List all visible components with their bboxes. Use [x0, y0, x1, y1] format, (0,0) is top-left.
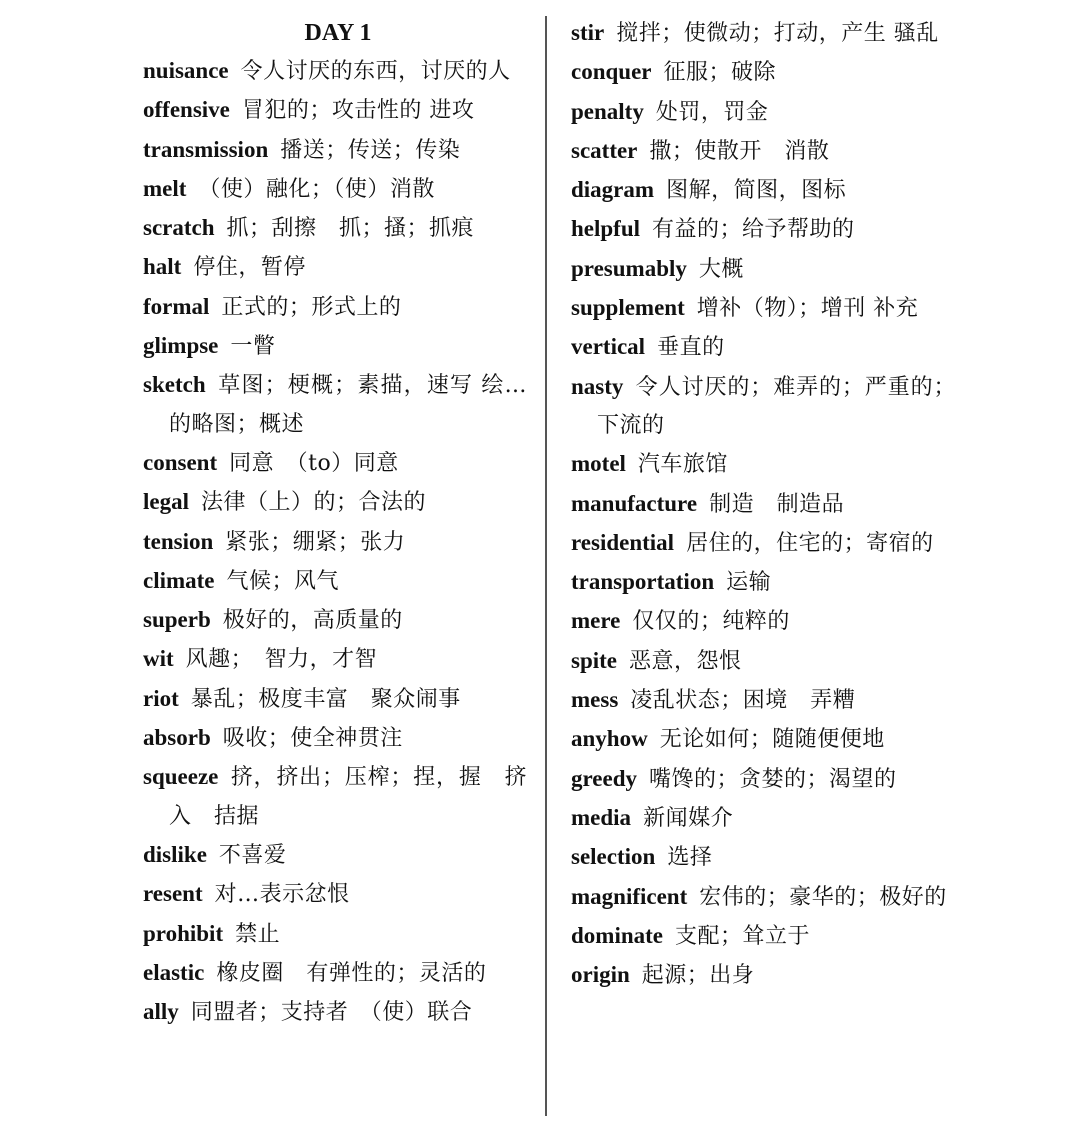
vocab-entry	[143, 523, 527, 562]
vocab-word: penalty	[571, 98, 644, 124]
vocab-definition: 选择	[667, 845, 713, 871]
vocab-definition: 风趣； 智力，才智	[185, 647, 378, 673]
vocab-definition: 极好的，高质量的	[222, 608, 403, 634]
vocab-definition: 法律（上）的；合法的	[201, 490, 427, 516]
vocab-definition: 抓；刮擦 抓；搔；抓痕	[226, 216, 475, 242]
vocab-entry	[143, 52, 527, 91]
vocab-word: transportation	[571, 569, 715, 595]
vocab-entry	[571, 328, 956, 367]
vocab-word: origin	[571, 962, 630, 988]
vocab-entry	[571, 368, 956, 446]
vocab-entry	[571, 720, 956, 759]
vocab-definition: 恶意，怨恨	[629, 648, 742, 674]
vocab-entry	[571, 132, 956, 171]
vocab-word: vertical	[571, 334, 646, 360]
vocab-definition: 草图；梗概；素描，速写 绘…的略图；概述	[169, 373, 527, 437]
vocab-word: halt	[143, 254, 182, 280]
right-column	[571, 14, 956, 995]
vocab-entry	[571, 53, 956, 92]
vocab-definition: 播送；传送；传染	[280, 137, 461, 163]
vocab-word: stir	[571, 20, 605, 45]
vocab-definition: 搅拌；使微动；打动，产生 骚乱	[616, 21, 939, 46]
vocab-entry	[143, 248, 527, 287]
vocab-definition: 同盟者；支持者 （使）联合	[190, 1000, 473, 1026]
vocab-entry	[571, 524, 956, 563]
vocab-word: riot	[143, 685, 179, 711]
vocab-entry	[143, 131, 527, 170]
vocab-definition: 正式的；形式上的	[221, 294, 402, 320]
vocab-definition: 起源；出身	[641, 963, 755, 989]
vocab-entry	[143, 758, 527, 836]
vocab-definition: 处罚，罚金	[655, 99, 769, 125]
vocab-entry	[143, 562, 527, 601]
vocab-entry	[571, 642, 956, 681]
column-divider	[545, 16, 547, 1116]
vocab-definition: 有益的；给予帮助的	[652, 217, 855, 243]
vocab-entry	[571, 93, 956, 132]
vocab-definition: 大概	[698, 256, 744, 282]
vocab-word: offensive	[143, 97, 230, 123]
vocab-definition: 汽车旅馆	[637, 452, 728, 478]
vocab-entry	[571, 485, 956, 524]
vocab-word: selection	[571, 844, 656, 870]
vocab-definition: 新闻媒介	[643, 805, 734, 831]
left-column	[143, 14, 527, 1032]
vocab-word: superb	[143, 607, 211, 633]
vocab-entry	[143, 209, 527, 248]
vocab-definition: 垂直的	[657, 335, 725, 361]
vocab-definition: 对…表示忿恨	[214, 882, 350, 908]
vocab-word: ally	[143, 999, 179, 1025]
vocab-entry	[143, 993, 527, 1032]
vocab-word: squeeze	[143, 764, 219, 790]
vocab-word: legal	[143, 489, 189, 515]
vocab-word: dominate	[571, 922, 663, 948]
vocab-definition: 不喜爱	[218, 842, 287, 868]
vocab-entry	[143, 680, 527, 719]
vocab-entry	[143, 915, 527, 954]
vocab-word: conquer	[571, 59, 652, 85]
vocab-word: greedy	[571, 765, 638, 791]
vocab-word: resent	[143, 881, 203, 907]
vocab-definition: 凌乱状态；困境 弄糟	[630, 688, 856, 714]
vocab-definition: 支配；耸立于	[675, 923, 811, 949]
vocab-word: nasty	[571, 373, 624, 399]
vocab-word: prohibit	[143, 920, 224, 946]
vocab-entry	[143, 640, 527, 679]
vocab-entry	[143, 719, 527, 758]
vocab-definition: 征服；破除	[663, 60, 777, 86]
vocab-definition: 增补（物）；增刊 补充	[696, 296, 919, 322]
vocab-word: tension	[143, 528, 214, 554]
vocab-definition: 一瞥	[230, 334, 276, 360]
vocab-word: supplement	[571, 295, 685, 321]
vocab-word: transmission	[143, 136, 269, 162]
vocab-entry	[143, 444, 527, 483]
vocab-definition: 冒犯的；攻击性的 进攻	[241, 98, 475, 124]
vocab-entry	[571, 917, 956, 956]
vocab-definition: 嘴馋的；贪婪的；渴望的	[649, 766, 897, 792]
vocab-entry	[143, 836, 527, 875]
vocab-entry	[571, 681, 956, 720]
vocab-definition: 气候；风气	[226, 568, 340, 594]
vocab-entry	[571, 250, 956, 289]
vocab-word: mere	[571, 608, 621, 634]
vocab-word: absorb	[143, 725, 211, 751]
vocab-word: climate	[143, 567, 215, 593]
vocab-word: anyhow	[571, 726, 648, 752]
vocab-definition: 图解，简图，图标	[666, 178, 847, 204]
vocab-word: melt	[143, 175, 187, 201]
vocab-definition: 运输	[726, 570, 772, 596]
vocab-definition: 仅仅的；纯粹的	[632, 609, 790, 635]
vocab-entry	[143, 483, 527, 522]
vocab-entry	[571, 760, 956, 799]
vocab-word: wit	[143, 646, 174, 672]
vocab-definition: 吸收；使全神贯注	[222, 726, 403, 752]
vocab-entry	[571, 602, 956, 641]
vocab-word: spite	[571, 647, 617, 673]
vocab-entry	[143, 170, 527, 209]
vocab-entry	[143, 327, 527, 366]
vocab-word: scratch	[143, 215, 215, 241]
vocab-definition: 停住，暂停	[193, 255, 306, 281]
vocab-word: mess	[571, 687, 619, 713]
vocab-word: media	[571, 804, 632, 830]
vocab-word: sketch	[143, 372, 206, 398]
vocab-definition: 暴乱；极度丰富 聚众闹事	[190, 686, 461, 712]
vocab-entry	[571, 445, 956, 484]
vocab-entry	[143, 954, 527, 993]
vocab-entry	[143, 366, 527, 444]
vocab-entry	[571, 956, 956, 995]
vocab-entry	[143, 601, 527, 640]
vocab-definition: 制造 制造品	[709, 491, 845, 517]
vocab-definition: 宏伟的；豪华的；极好的	[699, 884, 947, 910]
vocab-definition: 令人讨厌的；难弄的；严重的；下流的	[597, 374, 956, 438]
vocab-word: elastic	[143, 959, 205, 985]
vocab-definition: 橡皮圈 有弹性的；灵活的	[216, 960, 487, 986]
vocab-word: manufacture	[571, 490, 698, 516]
vocab-entry	[571, 799, 956, 838]
vocab-definition: 紧张；绷紧；张力	[225, 529, 406, 555]
vocab-entry	[571, 14, 956, 53]
vocab-entry	[571, 210, 956, 249]
vocab-word: nuisance	[143, 58, 229, 83]
vocab-entry	[143, 288, 527, 327]
vocab-word: glimpse	[143, 333, 219, 359]
vocab-definition: 令人讨厌的东西，讨厌的人	[240, 59, 511, 84]
vocab-word: presumably	[571, 255, 687, 281]
vocab-entry	[571, 878, 956, 917]
vocab-definition: 同意 （to）同意	[229, 450, 399, 476]
vocab-word: residential	[571, 529, 675, 555]
vocab-word: magnificent	[571, 883, 688, 909]
vocab-entry	[571, 563, 956, 602]
vocab-definition: 禁止	[235, 921, 281, 947]
vocab-definition: （使）融化；（使）消散	[198, 176, 435, 202]
vocab-word: motel	[571, 451, 626, 477]
vocab-word: consent	[143, 449, 218, 475]
vocab-entry	[571, 289, 956, 328]
vocab-entry	[571, 171, 956, 210]
day-title: DAY 1	[304, 20, 372, 46]
vocab-definition: 挤，挤出；压榨；捏，握 挤入 拮据	[169, 765, 527, 829]
vocab-definition: 撒；使散开 消散	[649, 138, 830, 164]
vocab-entry	[143, 875, 527, 914]
vocab-word: dislike	[143, 841, 207, 867]
vocab-entry	[571, 838, 956, 877]
vocab-word: helpful	[571, 216, 641, 242]
vocab-definition: 居住的，住宅的；寄宿的	[686, 530, 934, 556]
vocab-word: formal	[143, 293, 210, 319]
vocab-definition: 无论如何；随随便便地	[659, 727, 885, 753]
vocab-entry	[143, 91, 527, 130]
vocab-word: diagram	[571, 177, 655, 203]
vocab-word: scatter	[571, 137, 638, 163]
